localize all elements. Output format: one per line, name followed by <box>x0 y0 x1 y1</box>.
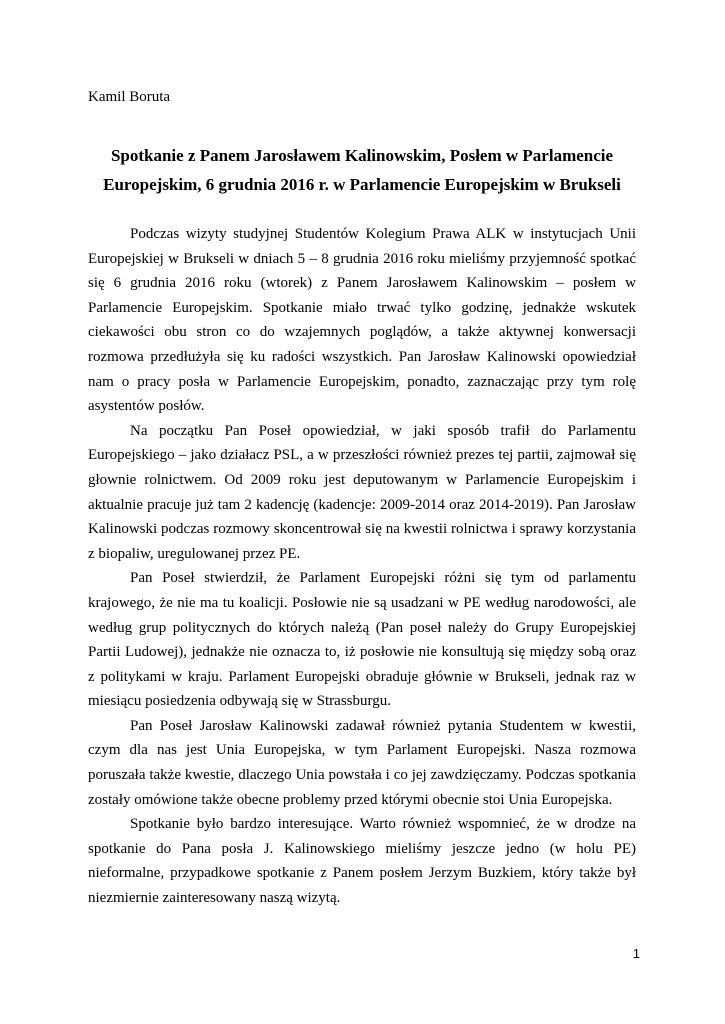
paragraph-intro: Podczas wizyty studyjnej Studentów Kolegium Prawa ALK w instytucjach Unii Europejskiej w Brukseli w dniach 5 – 8 grudnia 2016 roku mieliśmy przyjemność spotkać się 6 grudnia 2016 roku (wtorek) z Panem Jarosławem Kalinowskim – posłem w Parlamencie Europejskim. Spotkanie miało trwać tylko godzinę, jednakże wskutek ciekawości obu stron co do wzajemnych poglądów, a także aktywnej konwersacji rozmowa przedłużyła się ku radości wszystkich. Pan Jarosław Kalinowski opowiedział nam o pracy posła w Parlamencie Europejskim, ponadto, zaznaczając przy tym rolę asystentów posłów. <box>88 226 636 415</box>
paragraph-parliament: Pan Poseł stwierdził, że Parlament Europejski różni się tym od parlamentu krajowego, że nie ma tu koalicji. Posłowie nie są usadzani w PE według narodowości, ale według grup politycznych do których należą (Pan poseł należy do Grupy Europejskiej Partii Ludowej), jednakże nie oznacza to, iż posłowie nie konsultują się między sobą oraz z politykami w kraju. Parlament Europejski obraduje głównie w Brukseli, jednak raz w miesiącu posiedzenia odbywają się w Strassburgu. <box>88 570 636 710</box>
document-body <box>88 222 636 911</box>
page-number: 1 <box>632 946 640 961</box>
document-title: Spotkanie z Panem Jarosławem Kalinowskim, Posłem w Parlamencie Europejskim, 6 grudnia 2016 r. w Parlamencie Europejskim w Brukseli <box>103 146 621 194</box>
author-name: Kamil Boruta <box>88 89 171 105</box>
paragraph-background: Na początku Pan Poseł opowiedział, w jaki sposób trafił do Parlamentu Europejskiego – jako działacz PSL, a w przeszłości również prezes tej partii, zajmował się głownie rolnictwem. Od 2009 roku jest deputowanym w Parlamencie Europejskim i aktualnie pracuje już tam 2 kadencję (kadencje: 2009-2014 oraz 2014-2019). Pan Jarosław Kalinowski podczas rozmowy skoncentrował się na kwestii rolnictwa i sprawy korzystania z biopaliw, uregulowanej przez PE. <box>88 422 636 562</box>
paragraph-questions: Pan Poseł Jarosław Kalinowski zadawał również pytania Studentem w kwestii, czym dla nas jest Unia Europejska, w tym Parlament Europejski. Nasza rozmowa poruszała także kwestie, dlaczego Unia powstała i co jej zawdzięczamy. Podczas spotkania zostały omówione także obecne problemy przed którymi obecnie stoi Unia Europejska. <box>88 717 636 808</box>
paragraph-summary: Spotkanie było bardzo interesujące. Warto również wspomnieć, że w drodze na spotkanie do Pana posła J. Kalinowskiego mieliśmy jeszcze jedno (w holu PE) nieformalne, przypadkowe spotkanie z Panem posłem Jerzym Buzkiem, który także był niezmiernie zainteresowany naszą wizytą. <box>88 816 636 907</box>
